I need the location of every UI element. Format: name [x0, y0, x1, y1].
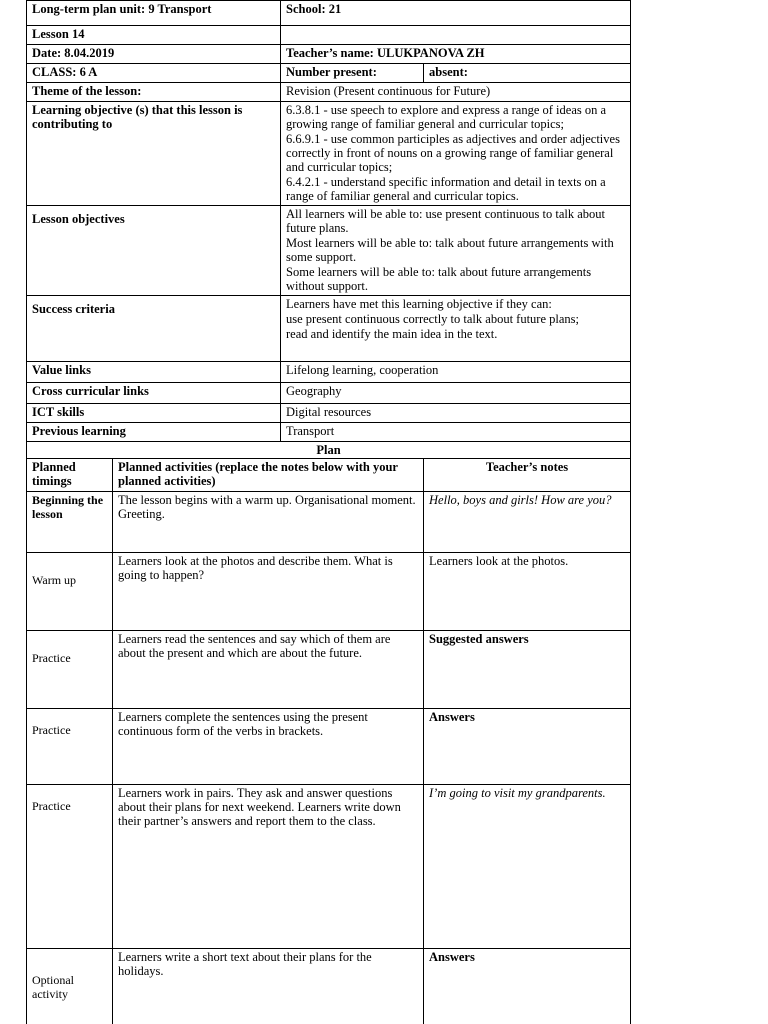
success-criteria-item: use present continuous correctly to talk about future plans;: [286, 312, 579, 326]
lesson-date: Date: 8.04.2019: [27, 45, 281, 64]
previous-learning-row: [27, 423, 631, 442]
value-links-row: [27, 362, 631, 383]
learning-objectives-list: [281, 102, 631, 206]
learning-objective-item: 6.3.8.1 - use speech to explore and express a range of ideas on a growing range of familiar general and curricular topics;: [286, 103, 607, 131]
unit-row: [27, 1, 631, 26]
plan-activity: Learners read the sentences and say which of them are about the present and which are about the future.: [113, 631, 424, 709]
teacher-name: Teacher’s name: ULUKPANOVA ZH: [281, 45, 631, 64]
theme-label: Theme of the lesson:: [27, 83, 281, 102]
plan-row: [27, 949, 631, 1024]
learning-objectives-row: [27, 102, 631, 206]
plan-activity: Learners write a short text about their plans for the holidays.: [113, 949, 424, 1024]
plan-row: [27, 492, 631, 553]
class-row: [27, 64, 631, 83]
plan-title-row: [27, 442, 631, 459]
learning-objective-item: 6.4.2.1 - understand specific information and detail in texts on a range of familiar general and curricular topics.: [286, 175, 606, 203]
plan-title: Plan: [27, 442, 631, 459]
plan-activity: Learners complete the sentences using the present continuous form of the verbs in brackets.: [113, 709, 424, 785]
lesson-objectives-row: [27, 206, 631, 296]
success-criteria-item: read and identify the main idea in the text.: [286, 327, 498, 341]
lesson-number-row: [27, 26, 631, 45]
class-name: CLASS: 6 A: [27, 64, 281, 83]
absent-count: absent:: [424, 64, 631, 83]
learning-objective-item: 6.6.9.1 - use common participles as adjectives and order adjectives correctly in front of nouns on a growing range of familiar general and curricular topics;: [286, 132, 620, 174]
success-criteria-list: [281, 296, 631, 362]
date-row: [27, 45, 631, 64]
value-links-text: Lifelong learning, cooperation: [281, 362, 631, 383]
plan-note: Answers: [424, 709, 631, 785]
plan-note: Learners look at the photos.: [424, 553, 631, 631]
plan-col-timing: Planned timings: [27, 459, 113, 492]
plan-row: [27, 709, 631, 785]
lesson-objective-item: Some learners will be able to: talk about future arrangements without support.: [286, 265, 592, 293]
lesson-number: Lesson 14: [27, 26, 281, 45]
plan-note: Hello, boys and girls! How are you?: [424, 492, 631, 553]
plan-stage: Practice: [27, 709, 113, 785]
plan-note: Answers: [424, 949, 631, 1024]
previous-learning-text: Transport: [281, 423, 631, 442]
plan-stage: Beginning the lesson: [27, 492, 113, 553]
lesson-objective-item: All learners will be able to: use present continuous to talk about future plans.: [286, 207, 606, 235]
plan-activity: The lesson begins with a warm up. Organisational moment. Greeting.: [113, 492, 424, 553]
plan-stage: Warm up: [27, 553, 113, 631]
value-links-label: Value links: [27, 362, 281, 383]
lesson-plan-table: [26, 0, 631, 1024]
ict-skills-row: [27, 404, 631, 423]
learning-objectives-label: Learning objective (s) that this lesson is contributing to: [27, 102, 281, 206]
plan-activity: Learners work in pairs. They ask and answer questions about their plans for next weekend. Learners write down their partner’s answers and report them to the class.: [113, 785, 424, 949]
plan-stage: Practice: [27, 631, 113, 709]
ict-skills-label: ICT skills: [27, 404, 281, 423]
lesson-objectives-label: Lesson objectives: [27, 206, 281, 296]
success-criteria-row: [27, 296, 631, 362]
plan-stage: Practice: [27, 785, 113, 949]
success-criteria-label: Success criteria: [27, 296, 281, 362]
lesson-objective-item: Most learners will be able to: talk about future arrangements with some support.: [286, 236, 614, 264]
plan-row: [27, 785, 631, 949]
previous-learning-label: Previous learning: [27, 423, 281, 442]
cross-curricular-row: [27, 383, 631, 404]
plan-note: I’m going to visit my grandparents.: [424, 785, 631, 949]
plan-activity: Learners look at the photos and describe them. What is going to happen?: [113, 553, 424, 631]
cross-curricular-label: Cross curricular links: [27, 383, 281, 404]
plan-note: Suggested answers: [424, 631, 631, 709]
ict-skills-text: Digital resources: [281, 404, 631, 423]
plan-col-activities: Planned activities (replace the notes below with your planned activities): [113, 459, 424, 492]
plan-row: [27, 631, 631, 709]
plan-row: [27, 553, 631, 631]
plan-stage: Optional activity: [27, 949, 113, 1024]
theme-row: [27, 83, 631, 102]
success-criteria-item: Learners have met this learning objective if they can:: [286, 297, 552, 311]
plan-header-row: [27, 459, 631, 492]
number-present: Number present:: [281, 64, 424, 83]
theme-value: Revision (Present continuous for Future): [281, 83, 631, 102]
lesson-objectives-list: [281, 206, 631, 296]
plan-col-notes: Teacher’s notes: [424, 459, 631, 492]
cross-curricular-text: Geography: [281, 383, 631, 404]
school-name: School: 21: [281, 1, 631, 26]
unit-title: Long-term plan unit: 9 Transport: [27, 1, 281, 26]
